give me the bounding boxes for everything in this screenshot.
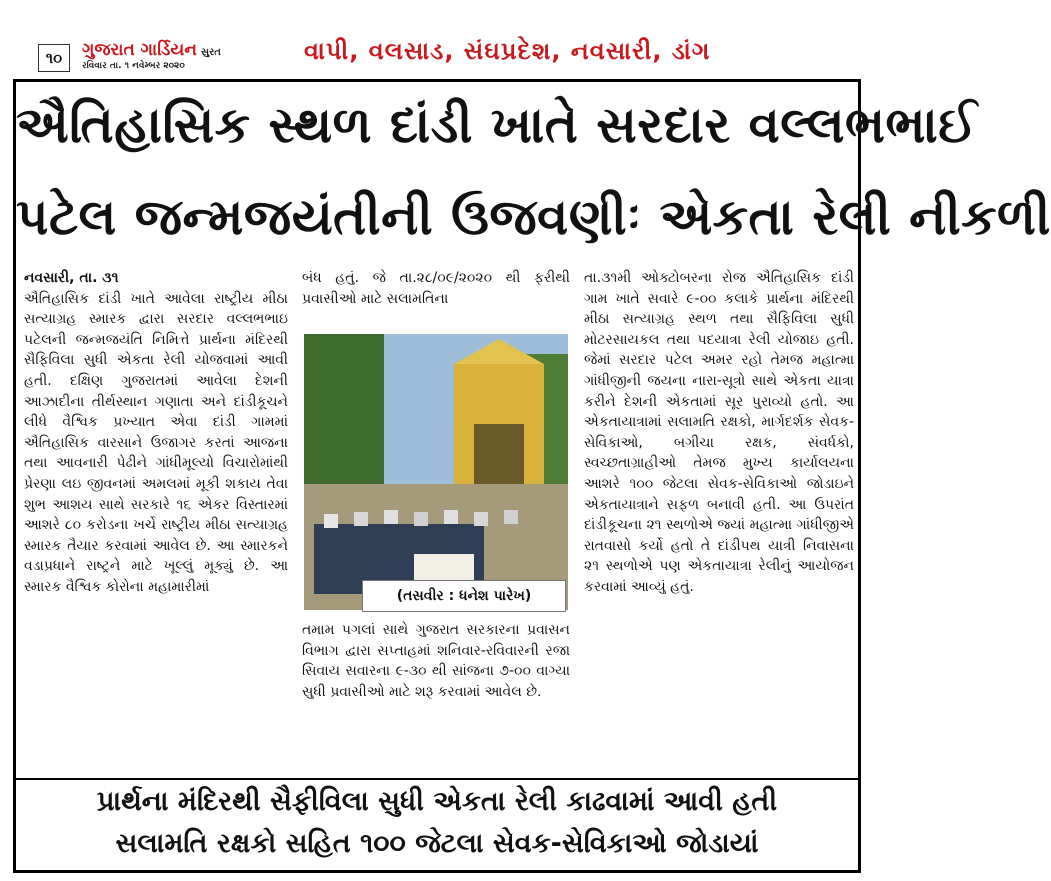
column-3-text: તા.૩૧મી ઓક્ટોબરના રોજ ઐતિહાસિક દાંડી ગામ ખાતે સવારે ૯-૦૦ કલાકે પ્રાર્થના મંદિરથી મીઠા સત્યાગ્રહ સ્થળ તથા સૈફિવિલા સુધી મોટરસાયકલ તથા પદયાત્રા રેલી યોજાઇ હતી. જેમાં સરદાર પટેલ અમર રહો તેમજ મહાત્મા ગાંધીજીની જયના નારા-સૂત્રો સાથે એકતા યાત્રા કરીને દેશની એકતામાં સૂર પુરાવ્યો હતો. આ એકતાયાત્રામાં સલામતિ રક્ષકો, માર્ગદર્શક સેવક-સેવિકાઓ, બગીચા રક્ષક, સંવર્ધકો, સ્વચ્છતાગ્રાહીઓ તેમજ મુખ્ય કાર્યાલયના આશરે ૧૦૦ જેટલા સેવક-સેવિકાઓ જોડાઇને એકતાયાત્રાને સફળ બનાવી હતી. આ ઉપરાંત દાંડીકૂચના ૨૧ સ્થળોએ જ્યાં મહાત્મા ગાંધીજીએ રાતવાસો કર્યો હતો તે દાંડીપથ યાત્રી નિવાસના ૨૧ સ્થળોએ પણ એકતાયાત્રા રેલીનું આયોજન કરવામાં આવ્યું હતું. — [584, 270, 854, 595]
subhead-divider — [16, 778, 858, 780]
subhead-line-1: પ્રાર્થના મંદિરથી સૈફીવિલા સુધી એકતા રેલી કાઢવામાં આવી હતી — [96, 786, 778, 817]
rally-photo-illustration — [304, 334, 568, 610]
region-banner: વાપી, વલસાડ, સંઘપ્રદેશ, નવસારી, ડાંગ — [304, 37, 711, 65]
photo-caption: (તસવીર : ધનેશ પારેખ) — [362, 580, 566, 612]
paper-name — [82, 40, 221, 60]
article-column-2-top — [302, 268, 570, 309]
headline-line-1: ઐતિહાસિક સ્થળ દાંડી ખાતે સરદાર વલ્લભભાઈ — [16, 96, 978, 154]
article-column-3 — [584, 268, 854, 598]
paper-name-text: ગુજરાત ગાર્ડિયન — [82, 40, 197, 60]
headline-line-2: પટેલ જન્મજયંતીની ઉજવણીઃ એકતા રેલી નીકળી — [16, 188, 1051, 246]
dateline: નવસારી, તા. ૩૧ — [24, 270, 119, 286]
paper-city: સુરત — [200, 47, 221, 58]
article-column-2-bottom — [302, 620, 570, 702]
column-2-bottom-text: તમામ પગલાં સાથે ગુજરાત સરકારના પ્રવાસન વિભાગ દ્વારા સપ્તાહમાં શનિવાર-રવિવારની રજા સિવાય સવારના ૯-૩૦ થી સાંજના ૭-૦૦ વાગ્યા સુધી પ્રવાસીઓ માટે શરૂ કરવામાં આવેલ છે. — [302, 622, 570, 700]
subhead-line-2: સલામતિ રક્ષકો સહિત ૧૦૦ જેટલા સેવક-સેવિકાઓ જોડાયાં — [115, 828, 759, 859]
article-column-1 — [24, 268, 288, 598]
paper-date: રવિવાર તા. ૧ નવેમ્બર ૨૦૨૦ — [82, 61, 185, 71]
column-1-text: ઐતિહાસિક દાંડી ખાતે આવેલા રાષ્ટ્રીય મીઠા સત્યાગ્રહ સ્મારક દ્વારા સરદાર વલ્લભભાઇ પટેલની જન્મજયંતિ નિમિત્તે પ્રાર્થના મંદિરથી સૈફિવિલા સુધી એકતા રેલી યોજવામાં આવી હતી. દક્ષિણ ગુજરાતમાં આવેલા દેશની આઝાદીના તીર્થસ્થાન ગણાતા અને દાંડીકૂચને લીધે વૈશ્વિક પ્રખ્યાત એવા દાંડી ગામમાં ઐતિહાસિક વારસાને ઉજાગર કરતાં આજના તથા આવનારી પેઢીને ગાંધીમૂલ્યો વિચારોમાંથી પ્રેરણા લઇ જીવનમાં અમલમાં મૂકી શકાય તેવા શુભ આશય સાથે સરકારે ૧૬ એકર વિસ્તારમાં આશરે ૮૦ કરોડના ખર્ચે રાષ્ટ્રીય મીઠા સત્યાગ્રહ સ્મારક તૈયાર કરવામાં આવેલ છે. આ સ્મારકને વડાપ્રધાને રાષ્ટ્રને માટે ખૂલ્લું મૂક્યું છે. આ સ્મારક વૈશ્વિક કોરોના મહામારીમાં — [24, 290, 288, 595]
column-2-top-text: બંધ હતું. જે તા.૨૮/૦૯/૨૦૨૦ થી ફરીથી પ્રવાસીઓ માટે સલામતિના — [302, 270, 570, 307]
page-number: ૧૦ — [38, 44, 70, 72]
rally-photo — [304, 334, 568, 610]
masthead — [0, 0, 874, 72]
